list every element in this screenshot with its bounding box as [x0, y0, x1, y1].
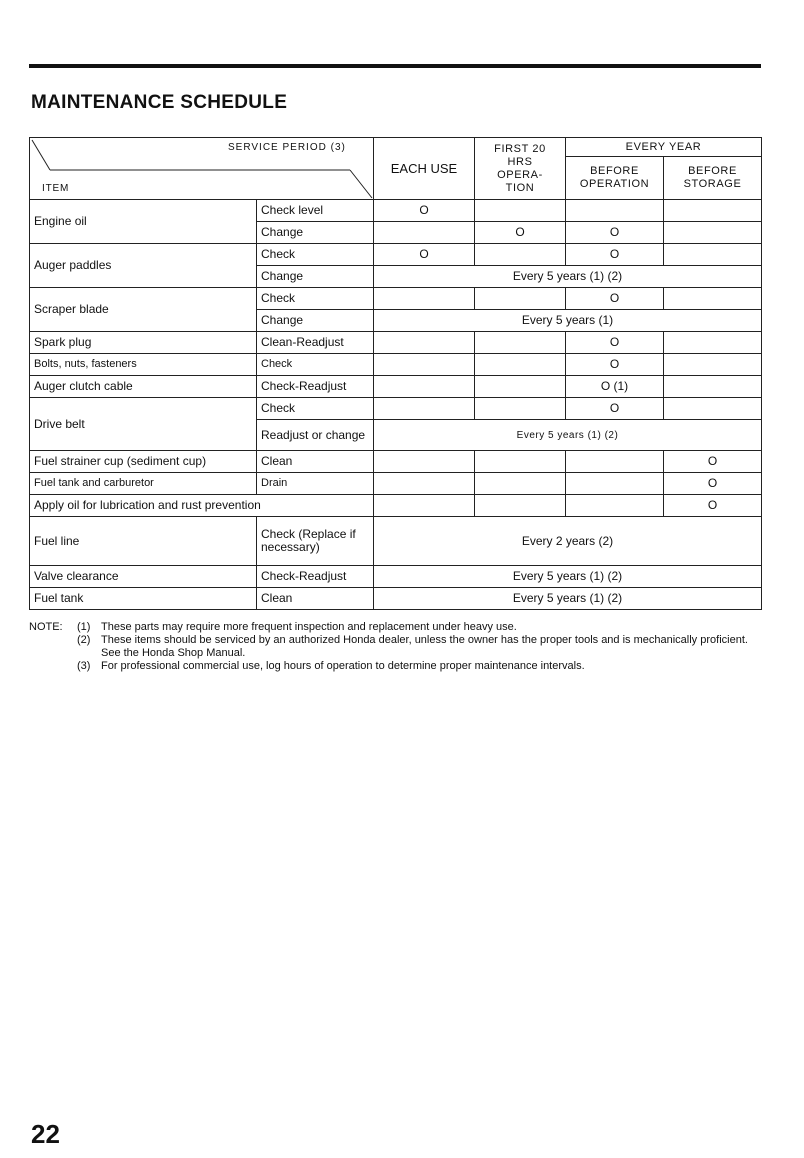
every-year-header: EVERY YEAR	[566, 138, 762, 157]
row-item-fuel-tank: Fuel tank	[30, 588, 257, 610]
row-item-fuel-tank-carburetor: Fuel tank and carburetor	[30, 473, 257, 495]
before-storage-header: BEFORE STORAGE	[664, 157, 762, 200]
interval-note: Every 5 years (1) (2)	[374, 420, 762, 451]
table-row	[30, 473, 762, 495]
notes-section	[29, 621, 769, 673]
mark: O	[566, 244, 664, 266]
procedure: Check (Replace if necessary)	[257, 517, 374, 566]
procedure: Check-Readjust	[257, 376, 374, 398]
table-row	[30, 398, 762, 420]
note-number: (1)	[77, 621, 91, 633]
mark: O	[566, 288, 664, 310]
table-row	[30, 332, 762, 354]
row-item-apply-oil: Apply oil for lubrication and rust prevention	[30, 495, 374, 517]
row-item-auger-clutch-cable: Auger clutch cable	[30, 376, 257, 398]
row-item-scraper-blade: Scraper blade	[30, 288, 257, 332]
first-20-hrs-header: FIRST 20 HRS OPERA- TION	[475, 138, 566, 200]
top-rule	[29, 64, 761, 68]
interval-note: Every 5 years (1) (2)	[374, 266, 762, 288]
page-number: 22	[31, 1119, 60, 1149]
procedure: Check	[257, 398, 374, 420]
mark: O	[664, 473, 762, 495]
page-title: MAINTENANCE SCHEDULE	[31, 92, 288, 113]
row-item-bolts: Bolts, nuts, fasteners	[30, 354, 257, 376]
procedure: Drain	[257, 473, 374, 495]
mark: O	[566, 354, 664, 376]
row-item-spark-plug: Spark plug	[30, 332, 257, 354]
maintenance-table	[29, 137, 762, 610]
note-text: See the Honda Shop Manual.	[101, 647, 246, 659]
each-use-header: EACH USE	[374, 138, 475, 200]
item-label: ITEM	[42, 183, 70, 194]
interval-note: Every 5 years (1)	[374, 310, 762, 332]
table-row	[30, 376, 762, 398]
interval-note: Every 5 years (1) (2)	[374, 566, 762, 588]
mark: O	[475, 222, 566, 244]
note-label: NOTE:	[29, 621, 63, 633]
mark: O	[566, 332, 664, 354]
procedure: Check	[257, 354, 374, 376]
table-row	[30, 244, 762, 266]
interval-note: Every 5 years (1) (2)	[374, 588, 762, 610]
interval-note: Every 2 years (2)	[374, 517, 762, 566]
before-operation-header: BEFORE OPERATION	[566, 157, 664, 200]
mark: O	[664, 495, 762, 517]
mark: O	[374, 244, 475, 266]
row-item-drive-belt: Drive belt	[30, 398, 257, 451]
service-period-label: SERVICE PERIOD (3)	[228, 142, 346, 153]
table-row	[30, 354, 762, 376]
mark: O	[374, 200, 475, 222]
note-number: (3)	[77, 660, 91, 672]
note-text: For professional commercial use, log hours of operation to determine proper maintenance intervals.	[101, 660, 585, 672]
procedure: Check level	[257, 200, 374, 222]
procedure: Check-Readjust	[257, 566, 374, 588]
table-row	[30, 495, 762, 517]
note-text: These parts may require more frequent inspection and replacement under heavy use.	[101, 621, 517, 633]
procedure: Clean-Readjust	[257, 332, 374, 354]
procedure: Clean	[257, 588, 374, 610]
row-item-fuel-strainer: Fuel strainer cup (sediment cup)	[30, 451, 257, 473]
note-text: These items should be serviced by an authorized Honda dealer, unless the owner has the proper tools and is mechanically proficient.	[101, 634, 748, 646]
table-row	[30, 200, 762, 222]
table-row	[30, 288, 762, 310]
procedure: Clean	[257, 451, 374, 473]
procedure: Change	[257, 266, 374, 288]
table-row	[30, 451, 762, 473]
table-row	[30, 588, 762, 610]
row-item-engine-oil: Engine oil	[30, 200, 257, 244]
procedure: Change	[257, 310, 374, 332]
mark: O	[566, 398, 664, 420]
procedure: Check	[257, 288, 374, 310]
mark: O	[566, 222, 664, 244]
header-diagonal-cell	[30, 138, 374, 200]
mark: O	[664, 451, 762, 473]
row-item-valve-clearance: Valve clearance	[30, 566, 257, 588]
procedure: Readjust or change	[257, 420, 374, 451]
row-item-fuel-line: Fuel line	[30, 517, 257, 566]
procedure: Change	[257, 222, 374, 244]
note-number: (2)	[77, 634, 91, 646]
table-row	[30, 566, 762, 588]
mark: O (1)	[566, 376, 664, 398]
procedure: Check	[257, 244, 374, 266]
table-row	[30, 517, 762, 566]
row-item-auger-paddles: Auger paddles	[30, 244, 257, 288]
